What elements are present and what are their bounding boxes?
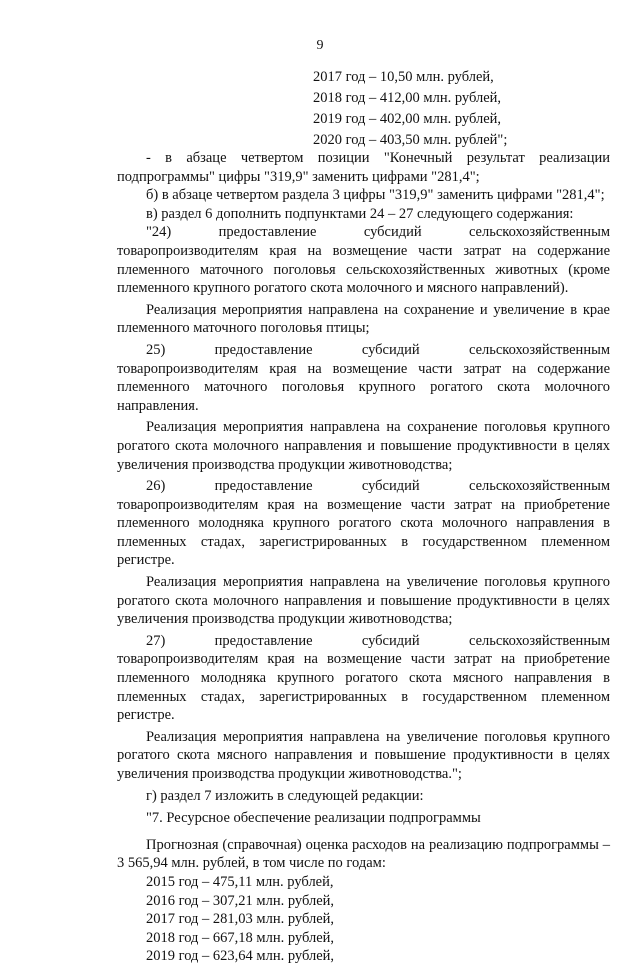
year-line: 2020 год – 403,50 млн. рублей";: [313, 132, 508, 148]
year-line: 2019 год – 402,00 млн. рублей,: [313, 111, 502, 127]
paragraph: Реализация мероприятия направлена на сохранение и увеличение в крае племенного маточного поголовья птицы;: [117, 301, 610, 337]
year-line: 2019 год – 623,64 млн. рублей,: [146, 948, 335, 965]
year-line: 2018 год – 412,00 млн. рублей,: [313, 90, 502, 106]
section-heading: "7. Ресурсное обеспечение реализации подпрограммы: [146, 810, 481, 827]
year-line: 2015 год – 475,11 млн. рублей,: [146, 873, 334, 890]
paragraph: "24) предоставление субсидий сельскохозяйственным товаропроизводителям края на возмещение части затрат на содержание племенного маточного поголовья сельскохозяйственных животных (кроме племенного крупного рогатого скота молочного и мясного направлений).: [117, 224, 610, 297]
paragraph: - в абзаце четвертом позиции "Конечный результат реализации подпрограммы" цифры "319,9" заменить цифрами "281,4";: [117, 150, 610, 185]
year-line: 2018 год – 667,18 млн. рублей,: [146, 929, 335, 946]
paragraph: г) раздел 7 изложить в следующей редакции:: [146, 787, 424, 804]
paragraph: 25) предоставление субсидий сельскохозяйственным товаропроизводителям края на возмещение части затрат на содержание племенного маточного поголовья крупного рогатого скота молочного направления.: [117, 341, 610, 414]
year-list-top: [313, 67, 507, 151]
year-list-bottom: [117, 873, 610, 966]
paragraph: в) раздел 6 дополнить подпунктами 24 – 27 следующего содержания:: [146, 205, 574, 222]
paragraph: 26) предоставление субсидий сельскохозяйственным товаропроизводителям края на возмещение части затрат на приобретение племенного молодняка крупного рогатого скота молочного направления в племенных стадах, зарегистрированных в государственном племенном регистре.: [117, 478, 610, 569]
paragraph: б) в абзаце четвертом раздела 3 цифры "319,9" заменить цифрами "281,4";: [146, 187, 605, 204]
paragraph: Реализация мероприятия направлена на увеличение поголовья крупного рогатого скота мясного направления и повышение продуктивности в целях увеличения производства продукции животноводства.";: [117, 728, 610, 782]
page-number: 9: [316, 38, 324, 53]
year-line: 2017 год – 281,03 млн. рублей,: [146, 911, 335, 928]
paragraph: 27) предоставление субсидий сельскохозяйственным товаропроизводителям края на возмещение части затрат на приобретение племенного молодняка крупного рогатого скота мясного направления в племенных стадах, зарегистрированных в государственном племенном регистре.: [117, 632, 610, 724]
paragraph: Прогнозная (справочная) оценка расходов на реализацию подпрограммы – 3 565,94 млн. рублей, в том числе по годам:: [117, 836, 610, 872]
paragraph: Реализация мероприятия направлена на увеличение поголовья крупного рогатого скота молочного направления и повышение продуктивности в целях увеличения производства продукции животноводства;: [117, 574, 610, 628]
paragraph: Реализация мероприятия направлена на сохранение поголовья крупного рогатого скота молочного направления и повышение продуктивности в целях увеличения производства продукции животноводства;: [117, 419, 610, 473]
year-line: 2017 год – 10,50 млн. рублей,: [313, 69, 494, 85]
year-line: 2016 год – 307,21 млн. рублей,: [146, 892, 335, 909]
document-body: [117, 149, 610, 966]
